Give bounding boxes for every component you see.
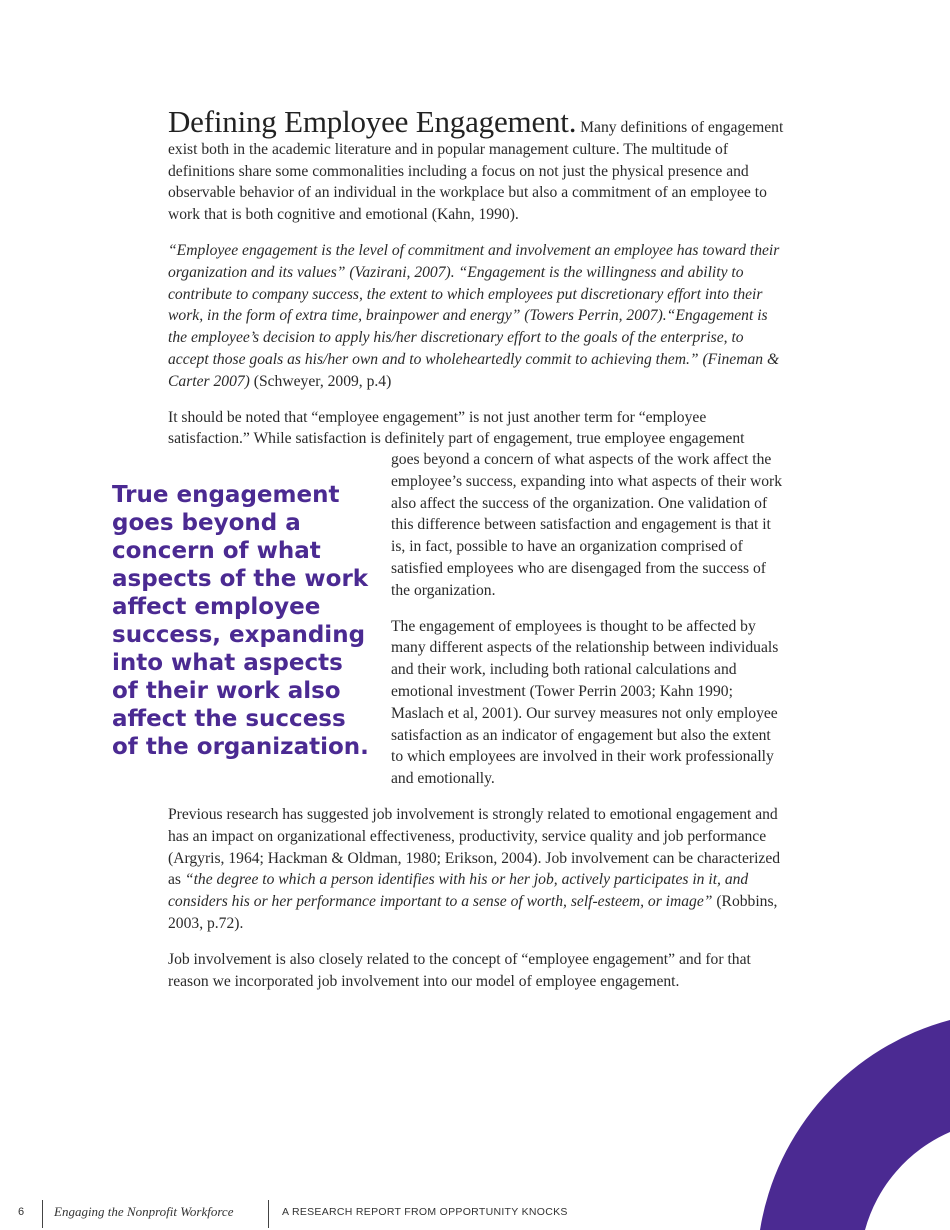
job-involvement-quote: “the degree to which a person identifies with his or her job, actively participates in it, and considers his or her performance important to a sense of worth, self-esteem, or image” xyxy=(168,871,749,911)
pull-quote: True engagement goes beyond a concern of what aspects of the work affect employee success, expanding into what aspects of their work also affect the success of the organization. xyxy=(112,482,369,760)
lower-column xyxy=(168,804,788,992)
engagement-vs-satisfaction-lead: It should be noted that “employee engagement” is not just another term for “employee satisfaction.” While satisfaction is definitely part of engagement, true employee engagement xyxy=(168,408,745,448)
intro-text: Many definitions of engagement exist both in the academic literature and in popular management culture. The multitude of definitions share some commonalities including a focus on not just the physical presence and observable behavior of an individual in the workplace but also a commitment of an employee to work that is both cognitive and emotional (Kahn, 1990). xyxy=(168,119,784,224)
footer-divider xyxy=(268,1200,269,1228)
engagement-factors-paragraph: The engagement of employees is thought to be affected by many different aspects of the relationship between individuals and their work, including both rational calculations and emotional investment (Tower Perrin 2003; Kahn 1990; Maslach et al, 2001). Our survey measures not only employee satisfaction as an indicator of engagement but also the extent to which employees are involved in their work professionally and emotionally. xyxy=(391,617,779,788)
report-label: A RESEARCH REPORT FROM OPPORTUNITY KNOCKS xyxy=(282,1206,568,1218)
page-footer xyxy=(0,1200,700,1230)
job-involvement-citation: (Robbins, 2003, p.72). xyxy=(168,893,778,932)
job-involvement-text: Previous research has suggested job involvement is strongly related to emotional engagement and has an impact on organizational effectiveness, productivity, service quality and job performance (Argyris, 1964; Hackman & Oldman, 1980; Erikson, 2004). Job involvement can be characterized as xyxy=(168,806,781,889)
intro-paragraph xyxy=(168,106,788,226)
page-number: 6 xyxy=(18,1206,25,1218)
engagement-vs-satisfaction-cont: goes beyond a concern of what aspects of the work affect the employee’s success, expanding into what aspects of their work also affect the success of the organization. One validation of this difference between satisfaction and engagement is that it is, in fact, possible to have an organization comprised of satisfied employees who are disengaged from the success of the organization. xyxy=(391,451,783,599)
right-column xyxy=(391,449,786,790)
job-involvement-model-paragraph: Job involvement is also closely related to the concept of “employee engagement” and for that reason we incorporated job involvement into our model of employee engagement. xyxy=(168,950,751,990)
quote-italic: “Employee engagement is the level of commitment and involvement an employee has toward their organization and its values” (Vazirani, 2007). “Engagement is the willingness and ability to contribute to company success, the extent to which employees put discretionary effort into their work, in the form of extra time, brainpower and energy” (Towers Perrin, 2007).“Engagement is the employee’s decision to apply his/her discretionary effort to the goals of the enterprise, to accept those goals as his/her own and to wholeheartedly commit to achieving them.” (Fineman & Carter 2007) xyxy=(168,241,780,390)
main-column xyxy=(168,106,788,450)
section-heading: Defining Employee Engagement. xyxy=(168,104,577,139)
footer-divider xyxy=(42,1200,43,1228)
definitions-quote xyxy=(168,240,788,393)
job-involvement-paragraph xyxy=(168,804,788,935)
decorative-arc xyxy=(760,1010,950,1230)
publication-title: Engaging the Nonprofit Workforce xyxy=(54,1204,234,1219)
quote-citation: (Schweyer, 2009, p.4) xyxy=(249,372,392,390)
